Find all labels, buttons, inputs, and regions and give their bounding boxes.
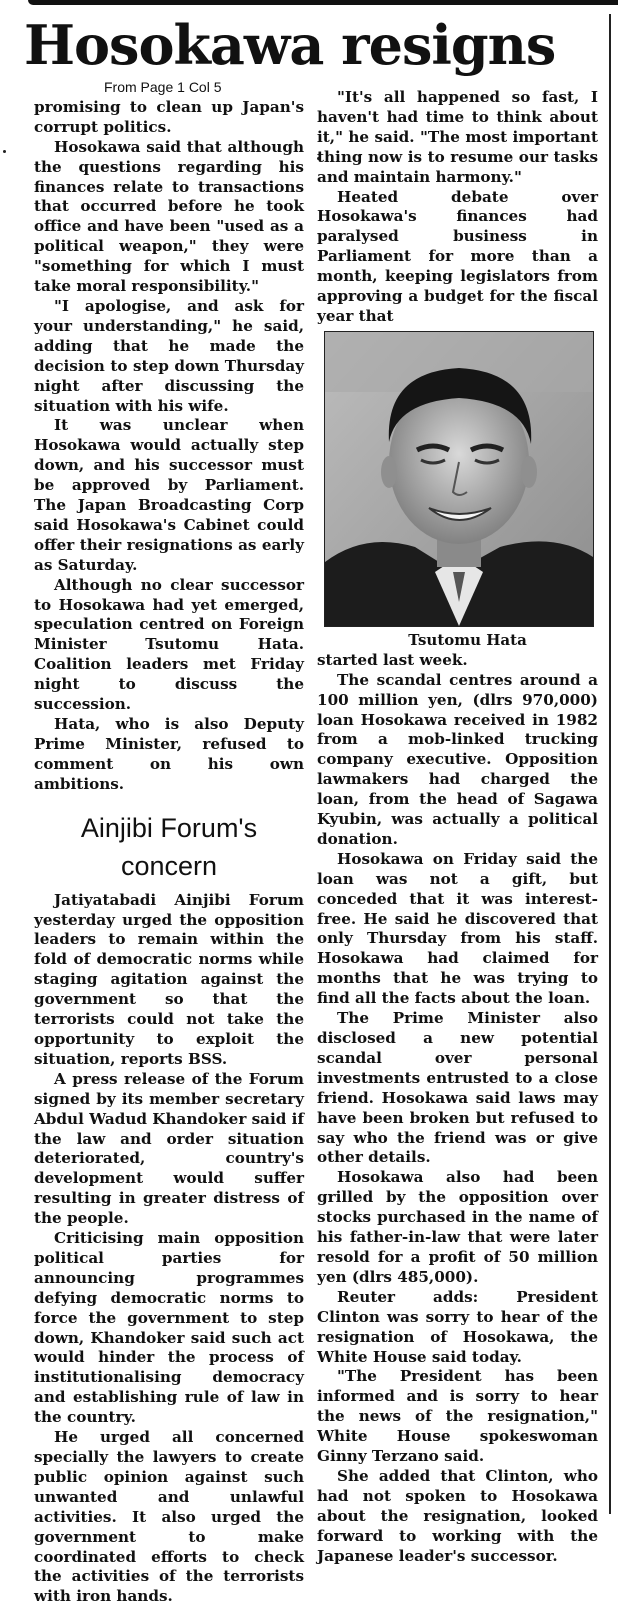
paragraph: The Prime Minister also disclosed a new potential scandal over personal investments entrusted to a close friend. Hosokawa said laws may have been broken but refused to say who the friend was or give other details.	[317, 1009, 598, 1167]
paragraph: A press release of the Forum signed by its member secretary Abdul Wadud Khandoker said if the law and order situation deteriorated, country's development would suffer resulting in greater distress of the people.	[34, 1069, 304, 1228]
column-rule	[609, 14, 611, 1514]
headline: Hosokawa resigns	[24, 13, 556, 77]
dateline: From Page 1 Col 5	[104, 79, 222, 95]
paragraph: Hata, who is also Deputy Prime Minister, refused to comment on his own ambitions.	[34, 715, 304, 793]
paragraph: He urged all concerned specially the lawyers to create public opinion against such unwanted and unlawful activities. It also urged the government to make coordinated efforts to check the activities of the terrorists with iron hands.	[34, 1428, 304, 1606]
paragraph: It was unclear when Hosokawa would actually step down, and his successor must be approved by Parliament. The Japan Broadcasting Corp said Hosokawa's Cabinet could offer their resignations as early as Saturday.	[34, 416, 304, 574]
paragraph: She added that Clinton, who had not spoken to Hosokawa about the resignation, looked forward to working with the Japanese leader's successor.	[317, 1466, 598, 1565]
photo-caption: Tsutomu Hata	[408, 630, 527, 649]
paragraph: started last week.	[317, 650, 468, 669]
paragraph: "It's all happened so fast, I haven't had time to think about it," he said. "The most important thing now is to resume our tasks and maintain harmony."	[317, 88, 598, 186]
paragraph: Criticising main opposition political parties for announcing programmes defying democratic norms to force the government to step down, Khandoker said such act would hinder the process of institutionalising democracy and establishing rule of law in the country.	[34, 1229, 304, 1427]
paragraph: Reuter adds: President Clinton was sorry to hear of the resignation of Hosokawa, the White House said today.	[317, 1287, 598, 1366]
print-speck	[3, 150, 6, 153]
paragraph: Hosokawa on Friday said the loan was not a gift, but conceded that it was interest-free. He said he discovered that only Thursday from his staff. Hosokawa had claimed for months that he was trying to find all the facts about the loan.	[317, 849, 598, 1008]
page-top-border	[0, 0, 624, 8]
paragraph: "I apologise, and ask for your understanding," he said, adding that he made the decision to step down Thursday night after discussing the situation with his wife.	[34, 296, 304, 415]
paragraph: Although no clear successor to Hosokawa had yet emerged, speculation centred on Foreign Minister Tsutomu Hata. Coalition leaders met Friday night to discuss the succession.	[34, 575, 304, 714]
paragraph: The scandal centres around a 100 million yen, (dlrs 970,000) loan Hosokawa received in 1982 from a mob-linked trucking company executive. Opposition lawmakers had charged the loan, from the head of Sagawa Kyubin, was actually a political donation.	[317, 670, 598, 848]
left-column	[34, 78, 304, 1607]
paragraph: Hosokawa also had been grilled by the opposition over stocks purchased in the name of his father-in-law that were later resold for a profit of 50 million yen (dlrs 485,000).	[317, 1168, 598, 1286]
paragraph: promising to clean up Japan's corrupt politics.	[34, 97, 304, 136]
paragraph: "The President has been informed and is sorry to hear the news of the resignation," White House spokeswoman Ginny Terzano said.	[317, 1367, 598, 1466]
right-column	[317, 88, 598, 1566]
paragraph: Heated debate over Hosokawa's finances had paralysed business in Parliament for more than a month, keeping legislators from approving a budget for the fiscal year that	[317, 187, 598, 325]
portrait-photo	[324, 331, 594, 627]
subhead: Ainjibi Forum's concern	[80, 812, 258, 881]
paragraph: Hosokawa said that although the questions regarding his finances relate to transactions that occurred before he took office and have been "used as a political weapon," they were "something for which I must take moral responsibility."	[34, 137, 304, 296]
paragraph: Jatiyatabadi Ainjibi Forum yesterday urged the opposition leaders to remain within the fold of democratic norms while staging agitation against the government so that the terrorists could not take the opportunity to exploit the situation, reports BSS.	[34, 890, 304, 1068]
